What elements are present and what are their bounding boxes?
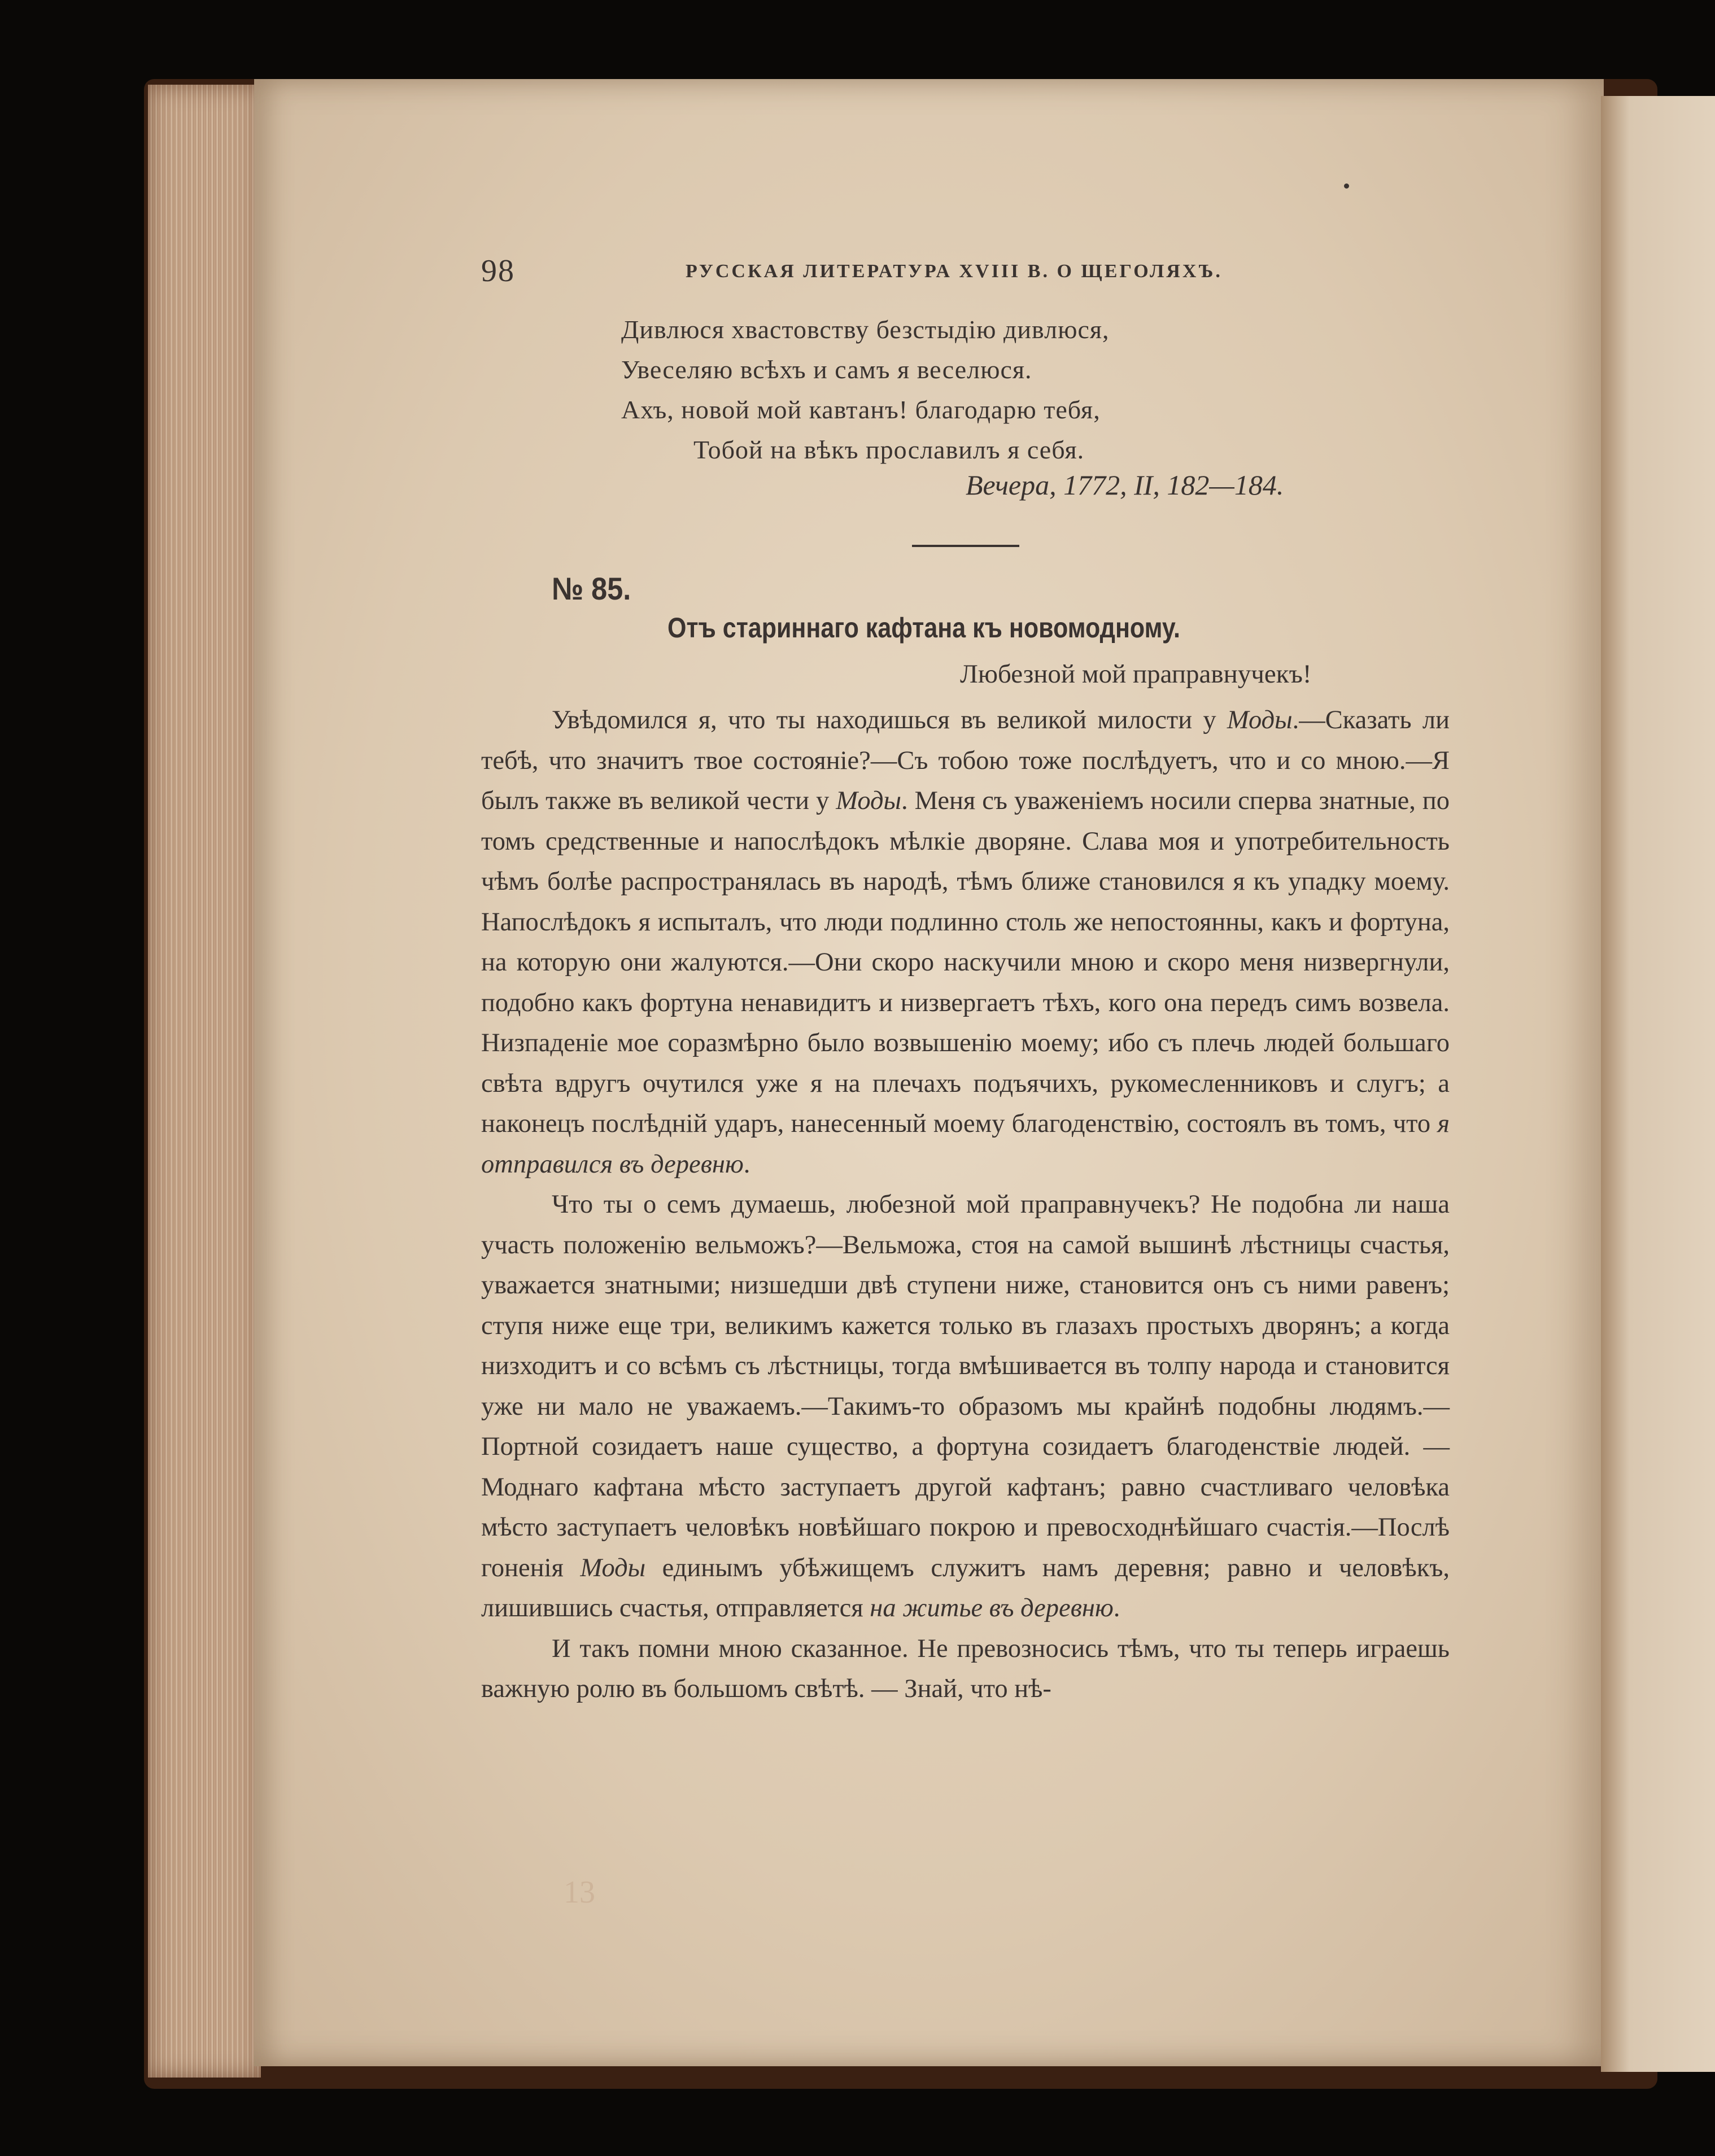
section-divider <box>912 545 1019 547</box>
italic-run: на житье въ деревню <box>870 1594 1114 1623</box>
article-title: Отъ стариннаго кафтана къ новомодному. <box>667 612 1180 644</box>
text-run: Увѣдомился я, что ты находишься въ великой милости у <box>552 706 1227 734</box>
verse-line: Увеселяю всѣхъ и самъ я веселюся. <box>621 355 1032 384</box>
verse-line: Дивлюся хвастовству безстыдiю дивлюся, <box>621 315 1110 344</box>
body-paragraph <box>481 700 1450 1184</box>
article-body <box>481 700 1450 1709</box>
verse-line: Ахъ, новой мой кавтанъ! благодарю тебя, <box>621 395 1101 424</box>
italic-run: Моды <box>1227 706 1293 734</box>
text-run: . <box>1113 1594 1120 1623</box>
text-run: . <box>743 1149 750 1179</box>
italic-run: я отправился въ деревню <box>481 1109 1450 1179</box>
facing-page <box>1601 96 1715 2072</box>
salutation: Любезной мой праправнучекъ! <box>960 659 1312 689</box>
running-head: РУССКАЯ ЛИТЕРАТУРА XVIII В. О ЩЕГОЛЯХЪ. <box>686 261 1223 282</box>
verse-citation: Вечера, 1772, II, 182—184. <box>966 469 1284 501</box>
text-run: . Меня съ уваженiемъ носили сперва знатные, по томъ средственные и напослѣдокъ мѣлкiе дворяне. Слава моя и употребительность чѣмъ болѣе распространялась въ народѣ, тѣмъ ближе становился я къ упадку моему. Напослѣдокъ я испыталъ, что люди подлинно столь же непостоянны, какъ и фортуна, на которую они жалуются.—Они скоро наскучили мною и скоро меня низвергнули, подобно какъ фортуна ненавидитъ и низвергаетъ тѣхъ, кого она передъ симъ возвела. Низпаденiе мое соразмѣрно было возвышенiю моему; ибо съ плечь людей большаго свѣта вдругъ очутился уже я на плечахъ подъячихъ, рукомесленниковъ и слугъ; а наконецъ послѣднiй ударъ, нанесенный моему благоденствiю, состоялъ въ томъ, что <box>481 786 1450 1138</box>
article-number: № 85. <box>552 571 631 606</box>
italic-run: Моды <box>836 786 901 815</box>
text-run: .—Сказать ли тебѣ, что значитъ твое состоянiе?—Съ тобою тоже послѣдуетъ, что и со мною.—Я былъ также въ великой чести у <box>481 706 1450 815</box>
body-paragraph <box>481 1184 1450 1629</box>
faded-folio-mark: 13 <box>564 1875 595 1910</box>
text-run: И такъ помни мною сказанное. Не превозносись тѣмъ, что ты теперь играешь важную ролю въ большомъ свѣтѣ. — Знай, что нѣ- <box>481 1634 1450 1703</box>
text-run: единымъ убѣжищемъ служитъ намъ деревня; равно и человѣкъ, лишившись счастья, отправляется <box>481 1553 1450 1623</box>
italic-run: Моды <box>580 1553 646 1582</box>
page-header <box>481 253 1238 292</box>
verse-block <box>621 309 1110 470</box>
body-paragraph <box>481 1629 1450 1709</box>
text-run: Что ты о семъ думаешь, любезной мой праправнучекъ? Не подобна ли наша участь положенiю вельможъ?—Вельможа, стоя на самой вышинѣ лѣстницы счастья, уважается знатными; низшедши двѣ ступени ниже, становится онъ съ ними равенъ; ступя ниже еще три, великимъ кажется только въ глазахъ простыхъ дворянъ; а когда низходитъ и со всѣмъ съ лѣстницы, тогда вмѣшивается въ толпу народа и становится уже ни мало не уважаемъ.—Такимъ-то образомъ мы крайнѣ подобны людямъ.—Портной созидаетъ наше существо, а фортуна созидаетъ благоденствiе людей. — Моднаго кафтана мѣсто заступаетъ другой кафтанъ; равно счастливаго человѣка мѣсто заступаетъ человѣкъ новѣйшаго покрою и превосходнѣйшаго счастiя.—Послѣ гоненiя <box>481 1190 1450 1582</box>
page-number: 98 <box>481 253 515 288</box>
verse-line: Тобой на вѣкъ прославилъ я себя. <box>693 435 1085 464</box>
page-edges <box>148 85 261 2078</box>
ink-dot <box>1344 183 1349 189</box>
